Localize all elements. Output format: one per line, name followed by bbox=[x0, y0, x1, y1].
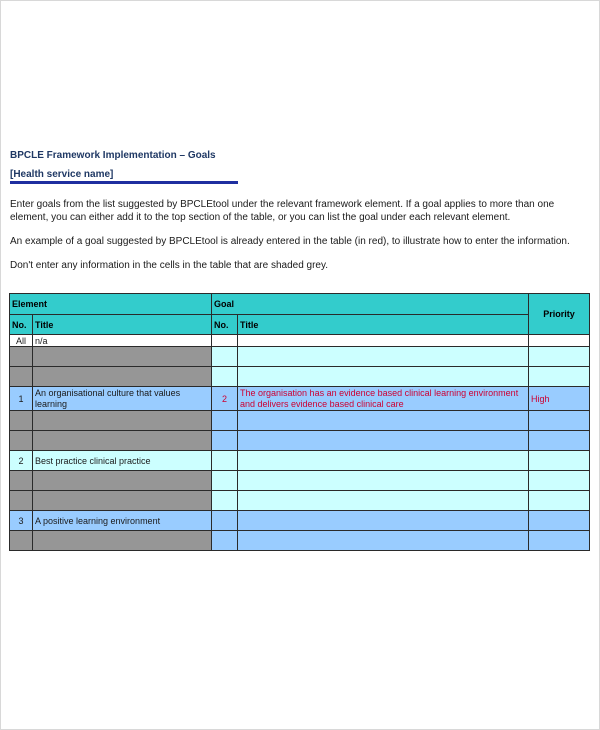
shaded-cell bbox=[33, 347, 212, 367]
goal-title-cell[interactable] bbox=[238, 531, 529, 551]
goal-header: Goal bbox=[212, 294, 529, 315]
priority-cell[interactable] bbox=[529, 471, 590, 491]
table-row bbox=[10, 431, 590, 451]
shaded-cell bbox=[10, 531, 33, 551]
table-row bbox=[10, 491, 590, 511]
goal-title-header: Title bbox=[238, 315, 529, 335]
goal-title-cell[interactable] bbox=[238, 511, 529, 531]
table-row bbox=[10, 335, 590, 347]
priority-cell[interactable] bbox=[529, 451, 590, 471]
goal-no-cell[interactable] bbox=[212, 335, 238, 347]
table-row bbox=[10, 531, 590, 551]
element-no-cell[interactable]: 3 bbox=[10, 511, 33, 531]
shaded-cell bbox=[33, 471, 212, 491]
header-row-group bbox=[10, 294, 590, 315]
table-row bbox=[10, 347, 590, 367]
priority-cell[interactable] bbox=[529, 347, 590, 367]
element-no-cell[interactable]: All bbox=[10, 335, 33, 347]
priority-cell[interactable] bbox=[529, 411, 590, 431]
goal-title-cell[interactable]: The organisation has an evidence based clinical learning environment and delivers evidence based clinical care bbox=[238, 387, 529, 411]
element-title-cell[interactable]: An organisational culture that values learning bbox=[33, 387, 212, 411]
instruction-paragraph-2: An example of a goal suggested by BPCLEtool is already entered in the table (in red), to illustrate how to enter the information. bbox=[10, 236, 570, 247]
goal-no-cell[interactable] bbox=[212, 367, 238, 387]
priority-cell[interactable] bbox=[529, 367, 590, 387]
priority-cell[interactable] bbox=[529, 431, 590, 451]
shaded-cell bbox=[33, 411, 212, 431]
shaded-cell bbox=[10, 411, 33, 431]
goal-no-cell[interactable] bbox=[212, 451, 238, 471]
shaded-cell bbox=[33, 491, 212, 511]
header-row-columns bbox=[10, 315, 590, 335]
table-row bbox=[10, 451, 590, 471]
shaded-cell bbox=[10, 367, 33, 387]
goal-title-cell[interactable] bbox=[238, 451, 529, 471]
element-title-cell[interactable]: A positive learning environment bbox=[33, 511, 212, 531]
priority-cell[interactable]: High bbox=[529, 387, 590, 411]
goal-no-header: No. bbox=[212, 315, 238, 335]
goal-title-cell[interactable] bbox=[238, 347, 529, 367]
shaded-cell bbox=[10, 471, 33, 491]
instruction-paragraph-1: Enter goals from the list suggested by BPCLEtool under the relevant framework element. If a goal applies to more than one element, you can either add it to the top section of the table, or you can list the goal under each relevant element. bbox=[10, 199, 555, 223]
element-title-cell[interactable]: Best practice clinical practice bbox=[33, 451, 212, 471]
shaded-cell bbox=[10, 431, 33, 451]
priority-header: Priority bbox=[529, 294, 590, 335]
goal-title-cell[interactable] bbox=[238, 491, 529, 511]
shaded-cell bbox=[33, 531, 212, 551]
goal-no-cell[interactable] bbox=[212, 471, 238, 491]
element-no-cell[interactable]: 2 bbox=[10, 451, 33, 471]
goal-no-cell[interactable] bbox=[212, 431, 238, 451]
goal-no-cell[interactable] bbox=[212, 531, 238, 551]
title-underline bbox=[10, 181, 238, 184]
shaded-cell bbox=[10, 347, 33, 367]
shaded-cell bbox=[10, 491, 33, 511]
table-row bbox=[10, 471, 590, 491]
table-row bbox=[10, 511, 590, 531]
goal-no-cell[interactable] bbox=[212, 411, 238, 431]
element-title-header: Title bbox=[33, 315, 212, 335]
priority-cell[interactable] bbox=[529, 531, 590, 551]
element-no-cell[interactable]: 1 bbox=[10, 387, 33, 411]
goal-title-cell[interactable] bbox=[238, 471, 529, 491]
table-row bbox=[10, 411, 590, 431]
goal-no-cell[interactable]: 2 bbox=[212, 387, 238, 411]
instruction-paragraph-3: Don't enter any information in the cells in the table that are shaded grey. bbox=[10, 260, 329, 271]
goal-no-cell[interactable] bbox=[212, 491, 238, 511]
priority-cell[interactable] bbox=[529, 511, 590, 531]
goal-title-cell[interactable] bbox=[238, 367, 529, 387]
health-service-name[interactable]: [Health service name] bbox=[10, 169, 114, 180]
table-row bbox=[10, 367, 590, 387]
priority-cell[interactable] bbox=[529, 491, 590, 511]
element-no-header: No. bbox=[10, 315, 33, 335]
shaded-cell bbox=[33, 431, 212, 451]
goal-title-cell[interactable] bbox=[238, 411, 529, 431]
goal-title-cell[interactable] bbox=[238, 335, 529, 347]
element-header: Element bbox=[10, 294, 212, 315]
goals-table bbox=[9, 293, 590, 551]
goal-no-cell[interactable] bbox=[212, 511, 238, 531]
shaded-cell bbox=[33, 367, 212, 387]
goal-no-cell[interactable] bbox=[212, 347, 238, 367]
priority-cell[interactable] bbox=[529, 335, 590, 347]
table-row-example bbox=[10, 387, 590, 411]
element-title-cell[interactable]: n/a bbox=[33, 335, 212, 347]
goal-title-cell[interactable] bbox=[238, 431, 529, 451]
document-title: BPCLE Framework Implementation – Goals bbox=[10, 150, 216, 161]
